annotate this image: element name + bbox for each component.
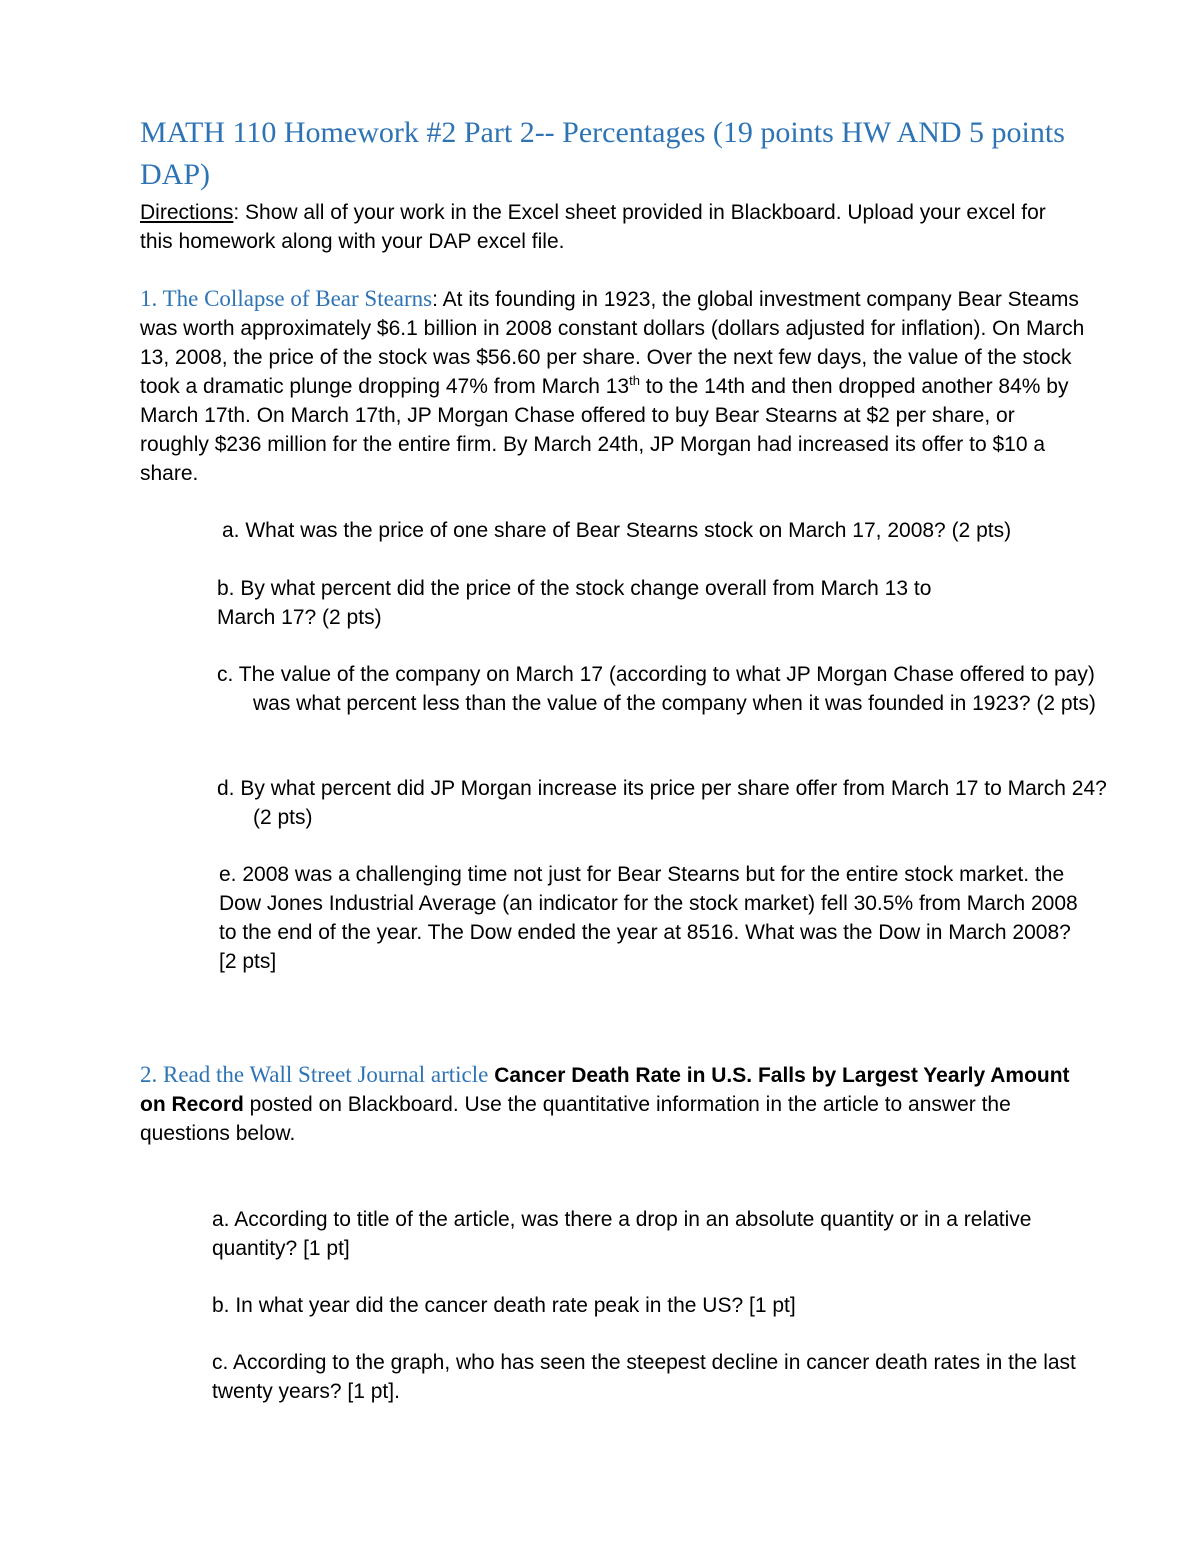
section-1-body: At its founding in 1923, the global investment company Bear Steams was worth approximately $6.1 billion in 2008 constant dollars (dollars adjusted for inflation). On March 13, 2008, the price of the stock was $56.60 per share. Over the next few days, the value of the stock took a dramatic plunge dropping 47% from March 13 <box>140 288 1085 398</box>
article-title: Cancer Death Rate in U.S. Falls by Largest Yearly Amount on Record <box>140 1064 1070 1116</box>
directions-label: Directions <box>140 201 234 224</box>
question-1b-line1: b. By what percent did the price of the stock change overall from March 13 to <box>217 577 932 600</box>
section-1-colon: : <box>432 288 438 311</box>
directions-paragraph <box>140 198 1080 256</box>
directions-text: Show all of your work in the Excel sheet provided in Blackboard. Upload your excel for this homework along with your DAP excel file. <box>140 201 1046 253</box>
section-2-paragraph <box>140 1060 1070 1148</box>
question-1c: c. The value of the company on March 17 (according to what JP Morgan Chase offered to pay) was what percent less than the value of the company when it was founded in 1923? (2 pts) <box>217 663 1096 715</box>
question-1e: e. 2008 was a challenging time not just for Bear Stearns but for the entire stock market. the Dow Jones Industrial Average (an indicator for the stock market) fell 30.5% from March 2008 to the end of the year. The Dow ended the year at 8516. What was the Dow in March 2008? [2 pts] <box>219 863 1078 973</box>
section-2-heading: 2. Read the Wall Street Journal article <box>140 1062 489 1087</box>
question-1b <box>217 574 1077 632</box>
question-1b-line2: March 17? (2 pts) <box>217 606 382 629</box>
question-1a: a. What was the price of one share of Bear Stearns stock on March 17, 2008? (2 pts) <box>222 519 1012 542</box>
directions-colon: : <box>233 201 240 224</box>
section-1-body-continued: to the 14th and then dropped another 84% by March 17th. On March 17th, JP Morgan Chase offered to buy Bear Stearns at $2 per share, or roughly $236 million for the entire firm. By March 24th, JP Morgan had increased its offer to $10 a share. <box>140 375 1069 485</box>
question-2b: b. In what year did the cancer death rate peak in the US? [1 pt] <box>212 1294 796 1317</box>
question-2a: a. According to title of the article, was there a drop in an absolute quantity or in a relative quantity? [1 pt] <box>212 1208 1032 1260</box>
question-2c: c. According to the graph, who has seen the steepest decline in cancer death rates in the last twenty years? [1 pt]. <box>212 1351 1076 1403</box>
section-2-body: posted on Blackboard. Use the quantitative information in the article to answer the questions below. <box>140 1093 1011 1145</box>
section-1-heading: 1. The Collapse of Bear Stearns <box>140 286 433 311</box>
question-1d: d. By what percent did JP Morgan increase its price per share offer from March 17 to March 24? (2 pts) <box>217 777 1107 829</box>
section-1-paragraph <box>140 284 1085 488</box>
page-title: MATH 110 Homework #2 Part 2-- Percentages (19 points HW AND 5 points DAP) <box>140 116 1065 191</box>
superscript-th: th <box>629 373 640 388</box>
